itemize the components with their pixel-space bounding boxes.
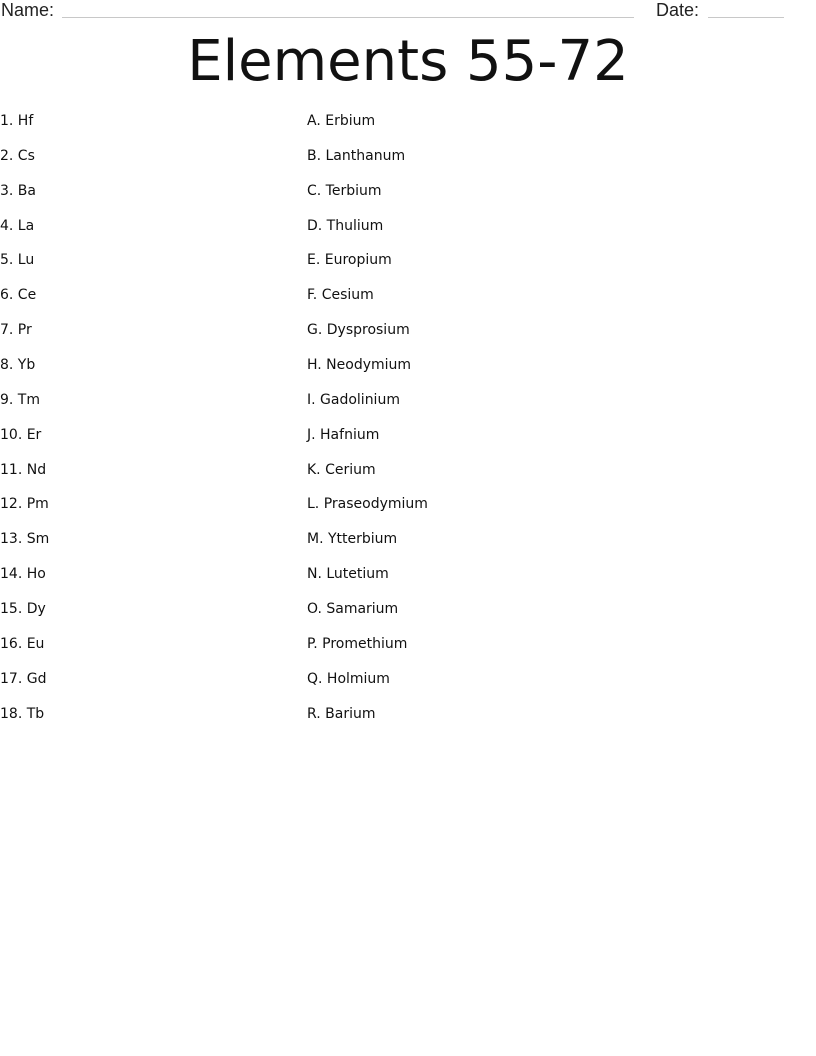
answer-list <box>307 111 428 738</box>
worksheet-header <box>0 0 816 24</box>
name-label: Name: <box>1 0 55 20</box>
answer-item: M. Ytterbium <box>307 531 398 548</box>
question-item: 10. Er <box>0 426 42 443</box>
question-item: 15. Dy <box>0 601 46 618</box>
answer-item: N. Lutetium <box>307 566 389 583</box>
question-item: 13. Sm <box>0 531 50 548</box>
answer-item: F. Cesium <box>307 287 374 304</box>
question-item: 4. La <box>0 217 35 234</box>
question-item: 8. Yb <box>0 357 36 374</box>
answer-item: L. Praseodymium <box>307 496 428 513</box>
answer-item: I. Gadolinium <box>307 391 400 408</box>
answer-item: R. Barium <box>307 705 376 722</box>
page-title: Elements 55-72 <box>187 29 629 94</box>
question-item: 1. Hf <box>0 113 34 129</box>
answer-item: D. Thulium <box>307 217 384 234</box>
question-item: 2. Cs <box>0 147 35 164</box>
question-item: 11. Nd <box>0 461 47 478</box>
answer-item: H. Neodymium <box>307 357 412 374</box>
question-item: 18. Tb <box>0 705 45 722</box>
question-list <box>0 111 49 738</box>
question-item: 9. Tm <box>0 391 40 408</box>
answer-item: K. Cerium <box>307 461 376 478</box>
answer-item: E. Europium <box>307 252 392 269</box>
date-blank-line <box>708 17 784 18</box>
answer-item: Q. Holmium <box>307 670 390 687</box>
question-item: 5. Lu <box>0 252 35 269</box>
answer-item: J. Hafnium <box>307 426 380 443</box>
question-item: 12. Pm <box>0 496 49 513</box>
answer-item: P. Promethium <box>307 635 408 652</box>
question-item: 16. Eu <box>0 635 45 652</box>
answer-item: O. Samarium <box>307 601 399 618</box>
name-blank-line <box>62 17 634 18</box>
answer-item: C. Terbium <box>307 182 382 199</box>
answer-item: B. Lanthanum <box>307 147 406 164</box>
question-item: 17. Gd <box>0 670 47 687</box>
question-item: 6. Ce <box>0 287 37 304</box>
date-label: Date: <box>656 0 700 20</box>
question-item: 3. Ba <box>0 182 36 199</box>
question-item: 7. Pr <box>0 322 32 339</box>
answer-item: A. Erbium <box>307 113 376 129</box>
question-item: 14. Ho <box>0 566 46 583</box>
answer-item: G. Dysprosium <box>307 322 410 339</box>
